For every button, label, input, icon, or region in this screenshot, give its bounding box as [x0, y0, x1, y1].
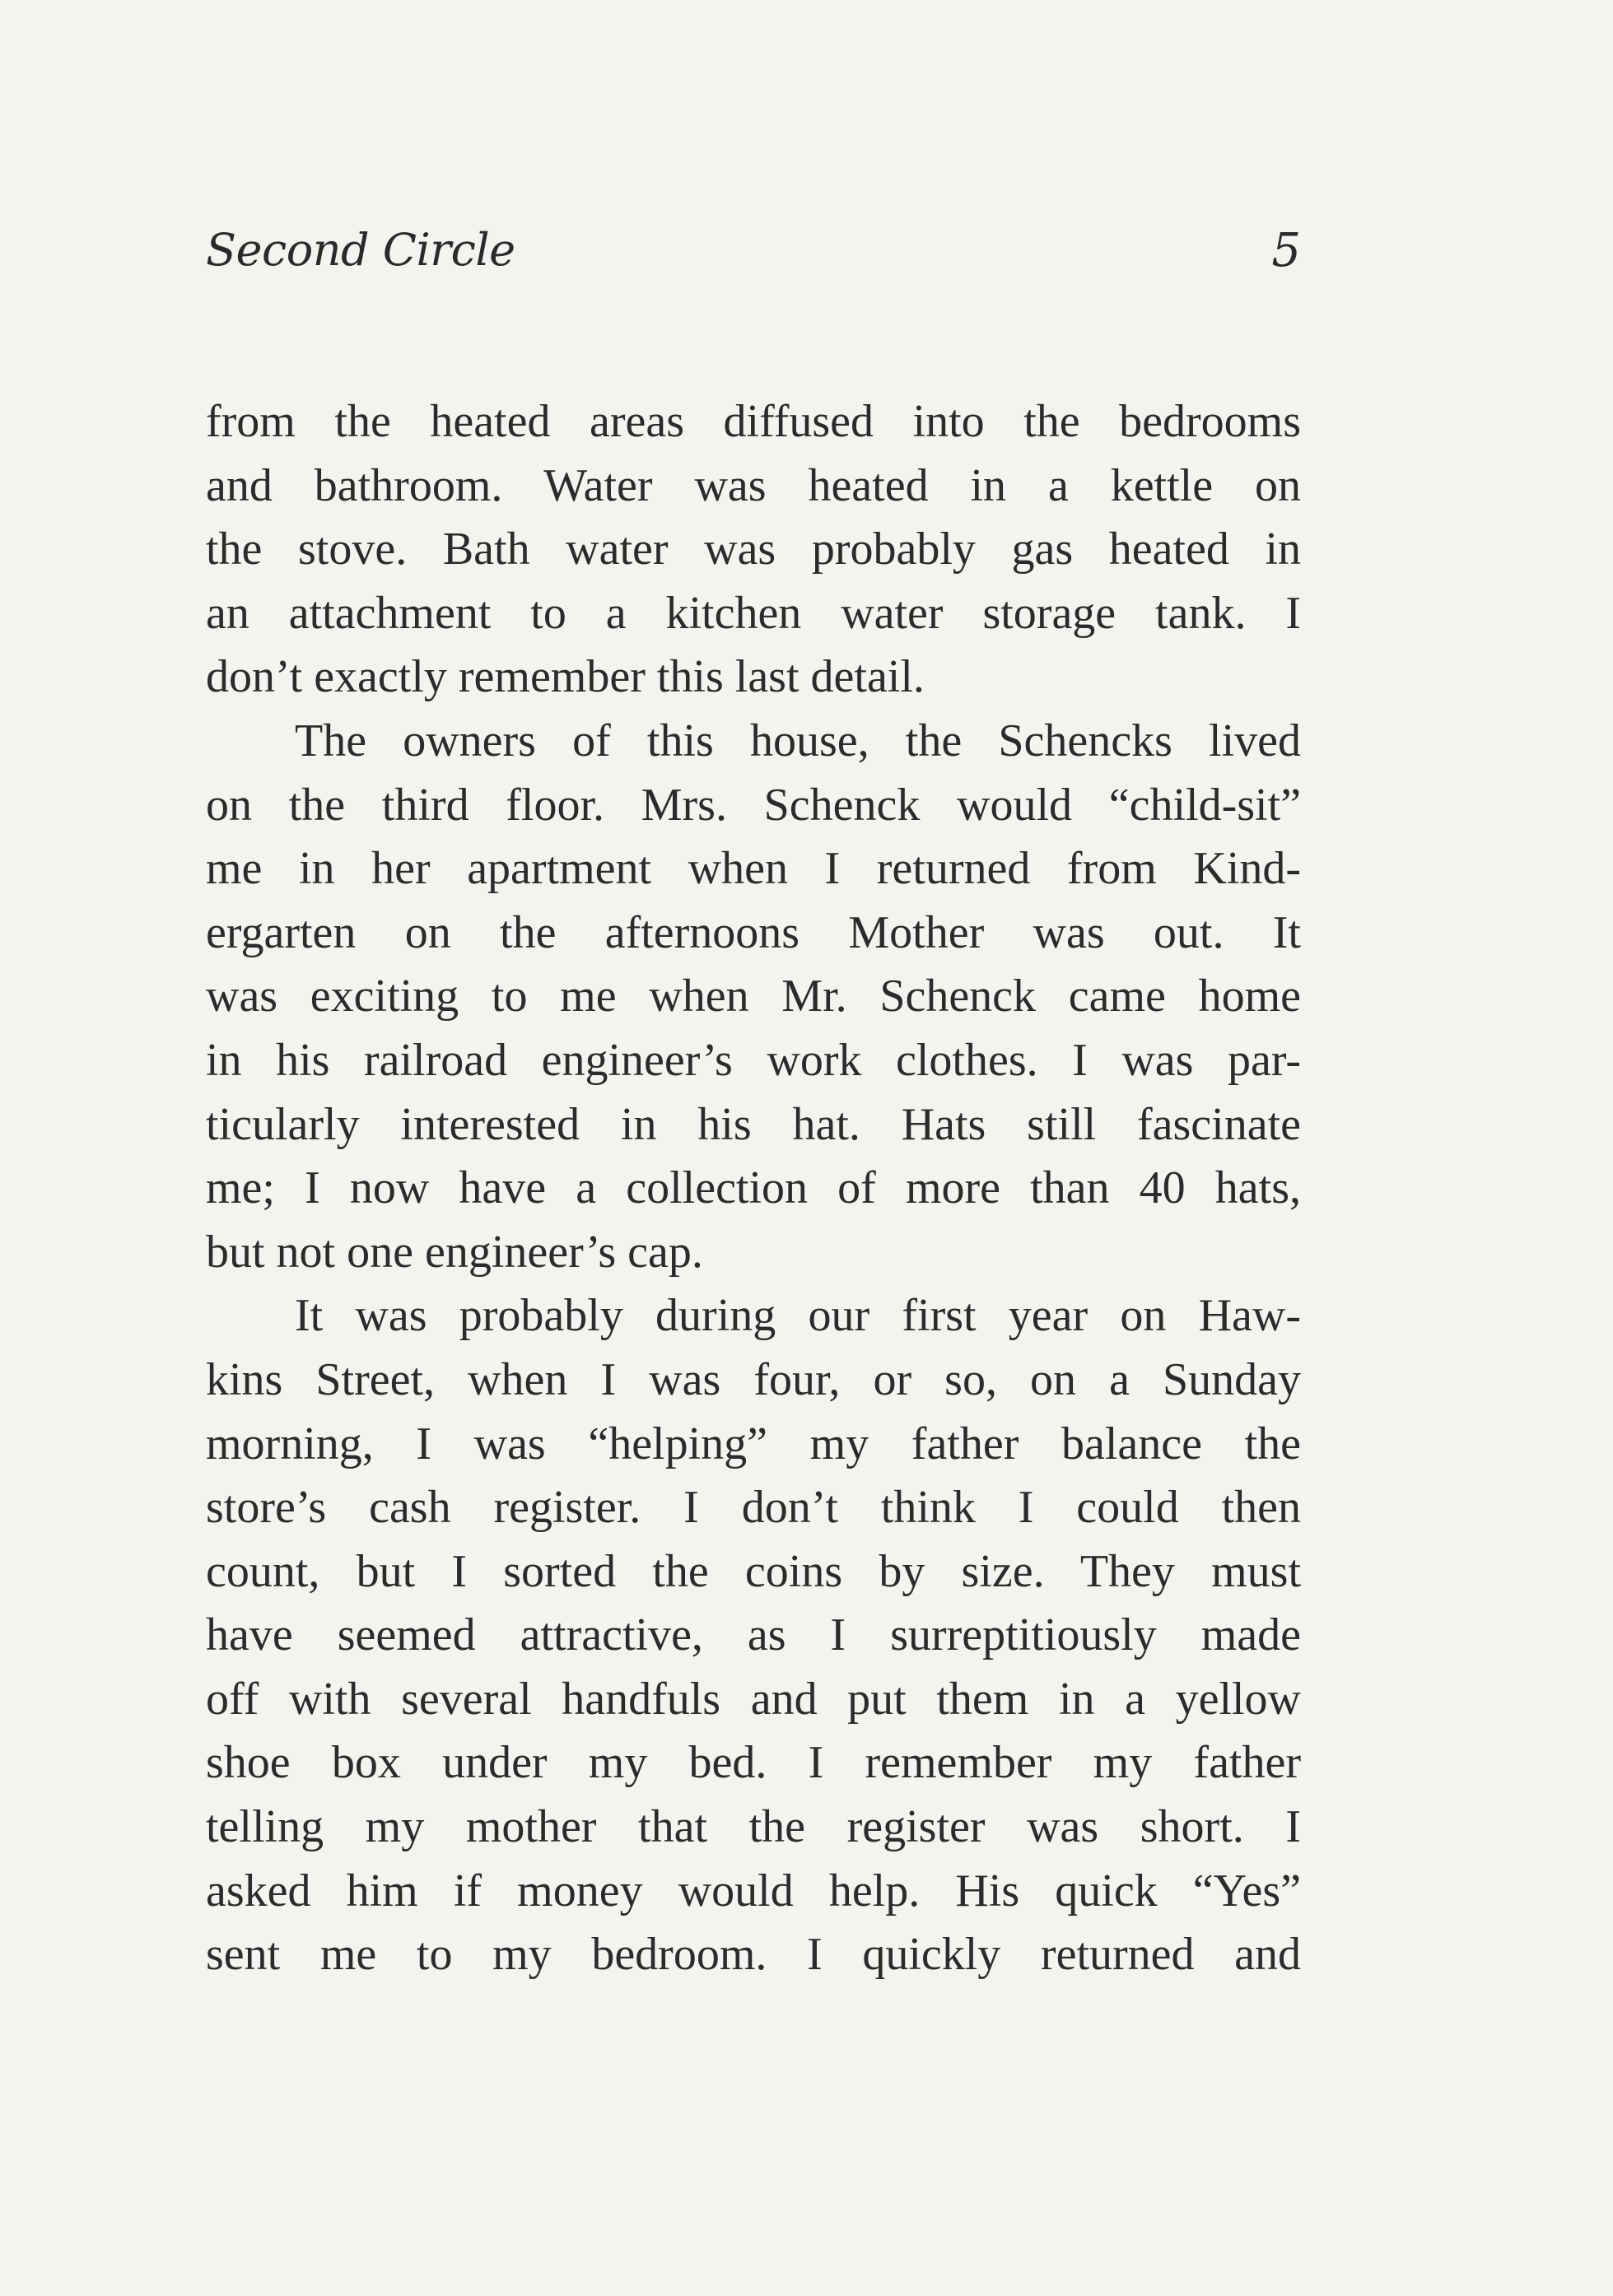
text-line: telling my mother that the register was short. I: [206, 1801, 1301, 1853]
text-line: don’t exactly remember this last detail.: [206, 651, 925, 703]
running-head: Second Circle: [206, 224, 515, 276]
text-line: morning, I was “helping” my father balance the: [206, 1418, 1301, 1469]
text-line: but not one engineer’s cap.: [206, 1226, 703, 1278]
text-line: have seemed attractive, as I surreptitiously made: [206, 1609, 1301, 1661]
text-line: from the heated areas diffused into the bedrooms: [206, 396, 1301, 447]
text-line: shoe box under my bed. I remember my father: [206, 1737, 1301, 1789]
text-line: sent me to my bedroom. I quickly returned and: [206, 1929, 1301, 1981]
text-line: It was probably during our first year on Haw-: [295, 1290, 1301, 1342]
text-line: me; I now have a collection of more than 40 hats,: [206, 1162, 1301, 1214]
text-line: off with several handfuls and put them in a yellow: [206, 1673, 1301, 1725]
text-line: the stove. Bath water was probably gas heated in: [206, 524, 1301, 575]
text-line: ergarten on the afternoons Mother was out. It: [206, 906, 1301, 958]
text-line: asked him if money would help. His quick “Yes”: [206, 1865, 1301, 1916]
text-line: in his railroad engineer’s work clothes. I was par-: [206, 1034, 1301, 1086]
page-number: 5: [1271, 224, 1301, 277]
text-line: ticularly interested in his hat. Hats still fascinate: [206, 1098, 1301, 1150]
text-line: an attachment to a kitchen water storage tank. I: [206, 587, 1301, 639]
text-line: kins Street, when I was four, or so, on a Sunday: [206, 1353, 1301, 1405]
body-text: [206, 390, 1301, 1987]
text-line: store’s cash register. I don’t think I could then: [206, 1482, 1301, 1534]
text-line: on the third floor. Mrs. Schenck would “child-sit”: [206, 779, 1301, 831]
text-line: me in her apartment when I returned from Kind-: [206, 843, 1301, 895]
text-line: and bathroom. Water was heated in a kettle on: [206, 459, 1301, 511]
text-line: The owners of this house, the Schencks lived: [295, 715, 1301, 766]
page-header: [206, 224, 1301, 298]
text-line: count, but I sorted the coins by size. They must: [206, 1545, 1301, 1597]
text-line: was exciting to me when Mr. Schenck came home: [206, 971, 1301, 1022]
